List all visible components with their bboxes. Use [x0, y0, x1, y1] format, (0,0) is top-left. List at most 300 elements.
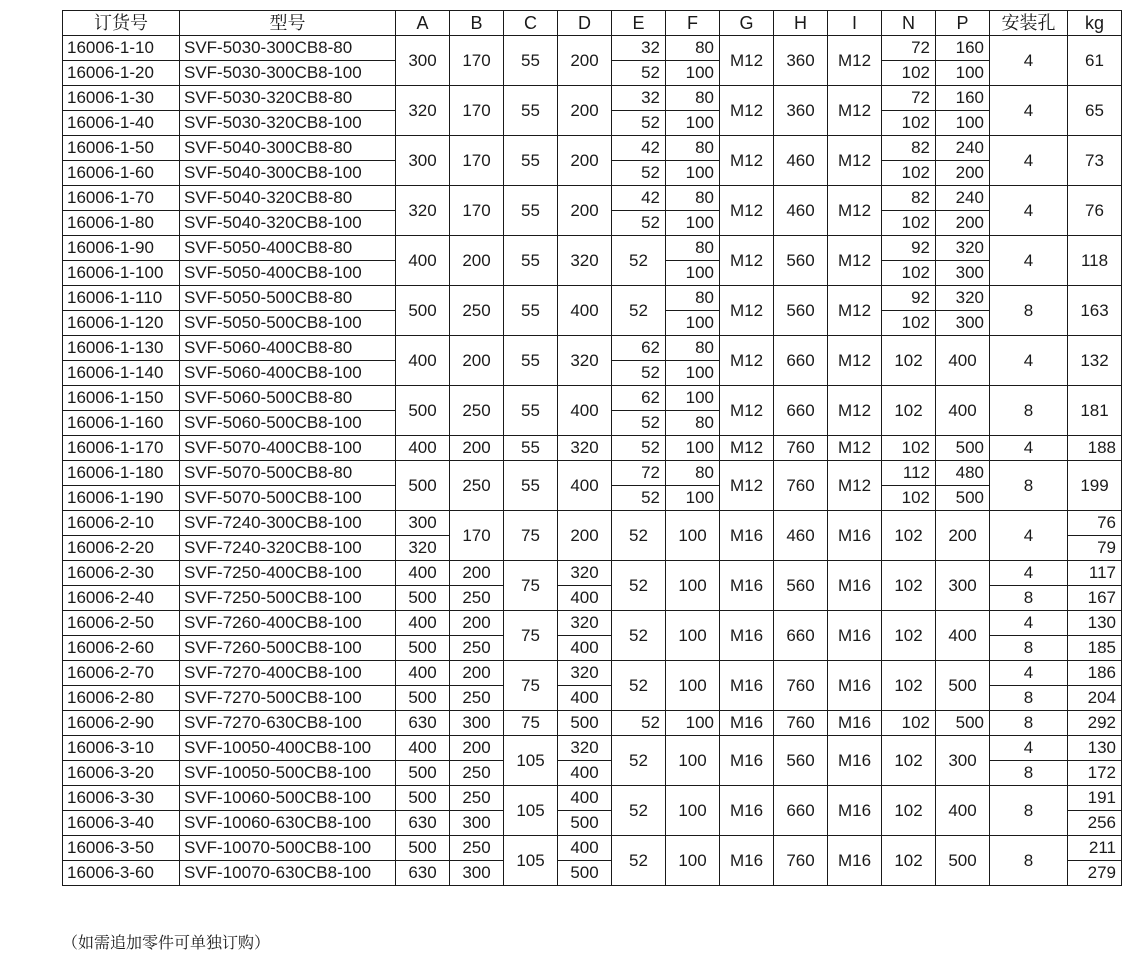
cell-mount-holes: 8: [990, 586, 1068, 611]
cell-e: 52: [612, 661, 666, 711]
cell-b: 200: [450, 236, 504, 286]
cell-kg: 199: [1068, 461, 1122, 511]
cell-a: 630: [396, 861, 450, 886]
cell-p: 500: [936, 486, 990, 511]
cell-model: SVF-5040-300CB8-100: [180, 161, 396, 186]
cell-n: 102: [882, 786, 936, 836]
table-header-row: [63, 11, 1122, 36]
cell-d: 200: [558, 186, 612, 236]
cell-f: 100: [666, 386, 720, 411]
cell-order-no: 16006-1-20: [63, 61, 180, 86]
header-c: C: [504, 11, 558, 36]
table-row: [63, 186, 1122, 211]
cell-n: 102: [882, 661, 936, 711]
cell-n: 102: [882, 386, 936, 436]
cell-kg: 188: [1068, 436, 1122, 461]
cell-model: SVF-5060-500CB8-80: [180, 386, 396, 411]
cell-p: 400: [936, 336, 990, 386]
cell-b: 250: [450, 286, 504, 336]
cell-order-no: 16006-3-20: [63, 761, 180, 786]
cell-mount-holes: 4: [990, 186, 1068, 236]
cell-d: 200: [558, 136, 612, 186]
cell-model: SVF-5030-300CB8-100: [180, 61, 396, 86]
cell-e: 52: [612, 436, 666, 461]
cell-mount-holes: 4: [990, 436, 1068, 461]
cell-n: 92: [882, 236, 936, 261]
table-row: [63, 236, 1122, 261]
cell-n: 72: [882, 36, 936, 61]
cell-g: M16: [720, 511, 774, 561]
cell-g: M12: [720, 136, 774, 186]
cell-f: 80: [666, 286, 720, 311]
cell-model: SVF-10060-500CB8-100: [180, 786, 396, 811]
cell-a: 500: [396, 586, 450, 611]
cell-model: SVF-5050-400CB8-100: [180, 261, 396, 286]
cell-g: M16: [720, 786, 774, 836]
cell-d: 320: [558, 611, 612, 636]
cell-c: 55: [504, 236, 558, 286]
table-row: [63, 386, 1122, 411]
table-row: [63, 736, 1122, 761]
cell-mount-holes: 8: [990, 711, 1068, 736]
cell-mount-holes: 4: [990, 236, 1068, 286]
cell-n: 72: [882, 86, 936, 111]
cell-mount-holes: 8: [990, 636, 1068, 661]
cell-g: M12: [720, 386, 774, 436]
cell-f: 100: [666, 211, 720, 236]
cell-model: SVF-5060-500CB8-100: [180, 411, 396, 436]
cell-model: SVF-7240-300CB8-100: [180, 511, 396, 536]
cell-order-no: 16006-2-40: [63, 586, 180, 611]
cell-order-no: 16006-1-190: [63, 486, 180, 511]
cell-kg: 118: [1068, 236, 1122, 286]
cell-e: 52: [612, 361, 666, 386]
cell-a: 320: [396, 536, 450, 561]
header-b: B: [450, 11, 504, 36]
cell-model: SVF-10070-630CB8-100: [180, 861, 396, 886]
cell-kg: 61: [1068, 36, 1122, 86]
cell-order-no: 16006-2-50: [63, 611, 180, 636]
cell-e: 42: [612, 136, 666, 161]
cell-order-no: 16006-1-130: [63, 336, 180, 361]
cell-order-no: 16006-2-60: [63, 636, 180, 661]
cell-f: 100: [666, 711, 720, 736]
cell-f: 100: [666, 311, 720, 336]
cell-g: M12: [720, 461, 774, 511]
cell-h: 760: [774, 461, 828, 511]
cell-n: 102: [882, 561, 936, 611]
cell-f: 80: [666, 236, 720, 261]
cell-b: 300: [450, 711, 504, 736]
cell-b: 250: [450, 636, 504, 661]
cell-a: 630: [396, 711, 450, 736]
cell-model: SVF-5030-320CB8-100: [180, 111, 396, 136]
cell-kg: 163: [1068, 286, 1122, 336]
cell-f: 100: [666, 511, 720, 561]
header-a: A: [396, 11, 450, 36]
cell-p: 300: [936, 311, 990, 336]
cell-d: 400: [558, 636, 612, 661]
cell-model: SVF-7270-400CB8-100: [180, 661, 396, 686]
cell-mount-holes: 8: [990, 286, 1068, 336]
cell-a: 500: [396, 836, 450, 861]
header-e: E: [612, 11, 666, 36]
cell-e: 42: [612, 186, 666, 211]
cell-b: 170: [450, 136, 504, 186]
cell-p: 200: [936, 161, 990, 186]
cell-e: 52: [612, 211, 666, 236]
cell-p: 200: [936, 511, 990, 561]
cell-b: 250: [450, 461, 504, 511]
header-model: 型号: [180, 11, 396, 36]
cell-b: 200: [450, 336, 504, 386]
cell-b: 250: [450, 386, 504, 436]
cell-model: SVF-5050-400CB8-80: [180, 236, 396, 261]
cell-n: 102: [882, 836, 936, 886]
cell-c: 55: [504, 436, 558, 461]
cell-b: 200: [450, 661, 504, 686]
cell-model: SVF-7260-400CB8-100: [180, 611, 396, 636]
cell-mount-holes: 4: [990, 336, 1068, 386]
table-row: [63, 286, 1122, 311]
cell-n: 102: [882, 511, 936, 561]
cell-p: 240: [936, 136, 990, 161]
cell-n: 92: [882, 286, 936, 311]
cell-mount-holes: 4: [990, 136, 1068, 186]
cell-h: 460: [774, 186, 828, 236]
cell-f: 100: [666, 836, 720, 886]
cell-p: 100: [936, 61, 990, 86]
cell-g: M12: [720, 286, 774, 336]
cell-order-no: 16006-3-60: [63, 861, 180, 886]
cell-p: 320: [936, 236, 990, 261]
cell-order-no: 16006-1-110: [63, 286, 180, 311]
cell-d: 320: [558, 736, 612, 761]
cell-p: 400: [936, 786, 990, 836]
cell-h: 660: [774, 786, 828, 836]
cell-e: 52: [612, 286, 666, 336]
cell-g: M12: [720, 236, 774, 286]
cell-i: M12: [828, 186, 882, 236]
cell-c: 55: [504, 136, 558, 186]
table-row: [63, 461, 1122, 486]
cell-g: M16: [720, 561, 774, 611]
cell-model: SVF-7270-500CB8-100: [180, 686, 396, 711]
spec-table: [62, 10, 1122, 886]
cell-model: SVF-7260-500CB8-100: [180, 636, 396, 661]
cell-b: 200: [450, 436, 504, 461]
cell-i: M12: [828, 386, 882, 436]
cell-kg: 292: [1068, 711, 1122, 736]
cell-c: 55: [504, 186, 558, 236]
cell-a: 400: [396, 336, 450, 386]
cell-d: 320: [558, 336, 612, 386]
cell-c: 75: [504, 611, 558, 661]
cell-mount-holes: 4: [990, 611, 1068, 636]
cell-kg: 76: [1068, 186, 1122, 236]
cell-c: 75: [504, 661, 558, 711]
cell-g: M16: [720, 611, 774, 661]
cell-a: 400: [396, 661, 450, 686]
cell-mount-holes: 4: [990, 511, 1068, 561]
cell-c: 75: [504, 511, 558, 561]
cell-p: 200: [936, 211, 990, 236]
cell-order-no: 16006-1-70: [63, 186, 180, 211]
cell-h: 460: [774, 511, 828, 561]
cell-b: 170: [450, 36, 504, 86]
cell-order-no: 16006-1-100: [63, 261, 180, 286]
cell-h: 460: [774, 136, 828, 186]
cell-p: 480: [936, 461, 990, 486]
header-p: P: [936, 11, 990, 36]
cell-h: 760: [774, 711, 828, 736]
cell-i: M12: [828, 86, 882, 136]
cell-i: M12: [828, 461, 882, 511]
cell-model: SVF-5050-500CB8-100: [180, 311, 396, 336]
cell-n: 102: [882, 711, 936, 736]
cell-b: 170: [450, 511, 504, 561]
cell-c: 55: [504, 461, 558, 511]
table-row: [63, 136, 1122, 161]
table-row: [63, 711, 1122, 736]
cell-e: 32: [612, 86, 666, 111]
cell-kg: 191: [1068, 786, 1122, 811]
cell-order-no: 16006-1-120: [63, 311, 180, 336]
cell-n: 82: [882, 186, 936, 211]
cell-e: 72: [612, 461, 666, 486]
cell-f: 80: [666, 86, 720, 111]
cell-n: 102: [882, 211, 936, 236]
cell-h: 560: [774, 286, 828, 336]
cell-f: 80: [666, 136, 720, 161]
cell-kg: 76: [1068, 511, 1122, 536]
cell-a: 400: [396, 436, 450, 461]
table-row: [63, 336, 1122, 361]
cell-a: 500: [396, 386, 450, 436]
cell-e: 52: [612, 161, 666, 186]
cell-mount-holes: 4: [990, 86, 1068, 136]
cell-b: 170: [450, 86, 504, 136]
cell-n: 102: [882, 311, 936, 336]
cell-model: SVF-5040-320CB8-100: [180, 211, 396, 236]
cell-b: 250: [450, 786, 504, 811]
cell-b: 250: [450, 686, 504, 711]
cell-p: 320: [936, 286, 990, 311]
cell-model: SVF-5060-400CB8-80: [180, 336, 396, 361]
cell-b: 200: [450, 736, 504, 761]
cell-model: SVF-5030-300CB8-80: [180, 36, 396, 61]
cell-kg: 167: [1068, 586, 1122, 611]
cell-d: 320: [558, 561, 612, 586]
cell-h: 760: [774, 436, 828, 461]
cell-d: 400: [558, 786, 612, 811]
cell-a: 320: [396, 186, 450, 236]
cell-c: 55: [504, 386, 558, 436]
cell-h: 760: [774, 661, 828, 711]
cell-mount-holes: 8: [990, 686, 1068, 711]
cell-n: 102: [882, 161, 936, 186]
cell-e: 52: [612, 411, 666, 436]
cell-i: M12: [828, 336, 882, 386]
cell-n: 102: [882, 61, 936, 86]
header-mount-holes: 安装孔: [990, 11, 1068, 36]
cell-d: 320: [558, 236, 612, 286]
cell-order-no: 16006-1-10: [63, 36, 180, 61]
cell-kg: 79: [1068, 536, 1122, 561]
cell-kg: 117: [1068, 561, 1122, 586]
cell-order-no: 16006-1-140: [63, 361, 180, 386]
cell-a: 500: [396, 761, 450, 786]
cell-order-no: 16006-1-180: [63, 461, 180, 486]
cell-model: SVF-10050-500CB8-100: [180, 761, 396, 786]
cell-b: 200: [450, 611, 504, 636]
table-row: [63, 36, 1122, 61]
cell-f: 100: [666, 61, 720, 86]
cell-f: 80: [666, 336, 720, 361]
cell-b: 250: [450, 761, 504, 786]
cell-h: 360: [774, 86, 828, 136]
cell-n: 102: [882, 486, 936, 511]
cell-mount-holes: 8: [990, 761, 1068, 786]
cell-kg: 65: [1068, 86, 1122, 136]
cell-b: 250: [450, 836, 504, 861]
cell-model: SVF-7270-630CB8-100: [180, 711, 396, 736]
cell-model: SVF-10050-400CB8-100: [180, 736, 396, 761]
cell-order-no: 16006-1-60: [63, 161, 180, 186]
cell-g: M16: [720, 736, 774, 786]
cell-model: SVF-7250-400CB8-100: [180, 561, 396, 586]
header-kg: kg: [1068, 11, 1122, 36]
cell-e: 52: [612, 611, 666, 661]
cell-f: 100: [666, 661, 720, 711]
table-row: [63, 661, 1122, 686]
cell-d: 200: [558, 511, 612, 561]
cell-model: SVF-5060-400CB8-100: [180, 361, 396, 386]
cell-mount-holes: 4: [990, 561, 1068, 586]
cell-model: SVF-5050-500CB8-80: [180, 286, 396, 311]
cell-n: 102: [882, 611, 936, 661]
header-h: H: [774, 11, 828, 36]
cell-order-no: 16006-2-90: [63, 711, 180, 736]
cell-a: 500: [396, 636, 450, 661]
cell-h: 660: [774, 336, 828, 386]
cell-i: M12: [828, 286, 882, 336]
cell-kg: 73: [1068, 136, 1122, 186]
cell-f: 100: [666, 611, 720, 661]
cell-p: 500: [936, 661, 990, 711]
cell-d: 200: [558, 36, 612, 86]
cell-i: M12: [828, 436, 882, 461]
cell-kg: 181: [1068, 386, 1122, 436]
cell-h: 760: [774, 836, 828, 886]
cell-kg: 204: [1068, 686, 1122, 711]
cell-e: 62: [612, 386, 666, 411]
cell-i: M16: [828, 511, 882, 561]
cell-a: 320: [396, 86, 450, 136]
cell-a: 300: [396, 136, 450, 186]
cell-g: M12: [720, 436, 774, 461]
cell-f: 100: [666, 786, 720, 836]
cell-d: 400: [558, 836, 612, 861]
cell-kg: 185: [1068, 636, 1122, 661]
cell-a: 300: [396, 511, 450, 536]
cell-a: 400: [396, 561, 450, 586]
cell-f: 80: [666, 411, 720, 436]
cell-mount-holes: 8: [990, 461, 1068, 511]
cell-p: 400: [936, 386, 990, 436]
cell-e: 52: [612, 111, 666, 136]
cell-f: 100: [666, 561, 720, 611]
cell-p: 400: [936, 611, 990, 661]
cell-e: 52: [612, 236, 666, 286]
cell-d: 400: [558, 761, 612, 786]
cell-g: M16: [720, 836, 774, 886]
header-f: F: [666, 11, 720, 36]
cell-f: 80: [666, 186, 720, 211]
cell-kg: 186: [1068, 661, 1122, 686]
cell-n: 82: [882, 136, 936, 161]
cell-order-no: 16006-1-40: [63, 111, 180, 136]
cell-mount-holes: 8: [990, 386, 1068, 436]
cell-mount-holes: 4: [990, 36, 1068, 86]
cell-d: 400: [558, 286, 612, 336]
cell-b: 170: [450, 186, 504, 236]
cell-c: 105: [504, 836, 558, 886]
cell-p: 300: [936, 261, 990, 286]
cell-e: 62: [612, 336, 666, 361]
cell-h: 360: [774, 36, 828, 86]
cell-n: 102: [882, 261, 936, 286]
cell-g: M12: [720, 36, 774, 86]
cell-order-no: 16006-1-80: [63, 211, 180, 236]
cell-p: 500: [936, 836, 990, 886]
cell-f: 100: [666, 361, 720, 386]
cell-order-no: 16006-2-20: [63, 536, 180, 561]
cell-c: 105: [504, 786, 558, 836]
table-row: [63, 86, 1122, 111]
cell-i: M12: [828, 236, 882, 286]
cell-d: 400: [558, 686, 612, 711]
cell-n: 102: [882, 436, 936, 461]
cell-kg: 256: [1068, 811, 1122, 836]
cell-p: 500: [936, 436, 990, 461]
cell-p: 160: [936, 36, 990, 61]
cell-model: SVF-5070-400CB8-100: [180, 436, 396, 461]
cell-p: 160: [936, 86, 990, 111]
cell-e: 52: [612, 486, 666, 511]
cell-i: M16: [828, 736, 882, 786]
cell-c: 105: [504, 736, 558, 786]
table-row: [63, 611, 1122, 636]
cell-order-no: 16006-3-50: [63, 836, 180, 861]
cell-d: 400: [558, 461, 612, 511]
cell-order-no: 16006-2-80: [63, 686, 180, 711]
cell-a: 630: [396, 811, 450, 836]
cell-n: 102: [882, 336, 936, 386]
cell-g: M12: [720, 186, 774, 236]
cell-f: 100: [666, 161, 720, 186]
cell-c: 55: [504, 336, 558, 386]
cell-mount-holes: 8: [990, 786, 1068, 836]
cell-mount-holes: 4: [990, 736, 1068, 761]
cell-d: 320: [558, 436, 612, 461]
cell-model: SVF-5070-500CB8-100: [180, 486, 396, 511]
cell-e: 52: [612, 61, 666, 86]
cell-kg: 132: [1068, 336, 1122, 386]
cell-order-no: 16006-1-170: [63, 436, 180, 461]
cell-h: 560: [774, 736, 828, 786]
cell-c: 75: [504, 561, 558, 611]
